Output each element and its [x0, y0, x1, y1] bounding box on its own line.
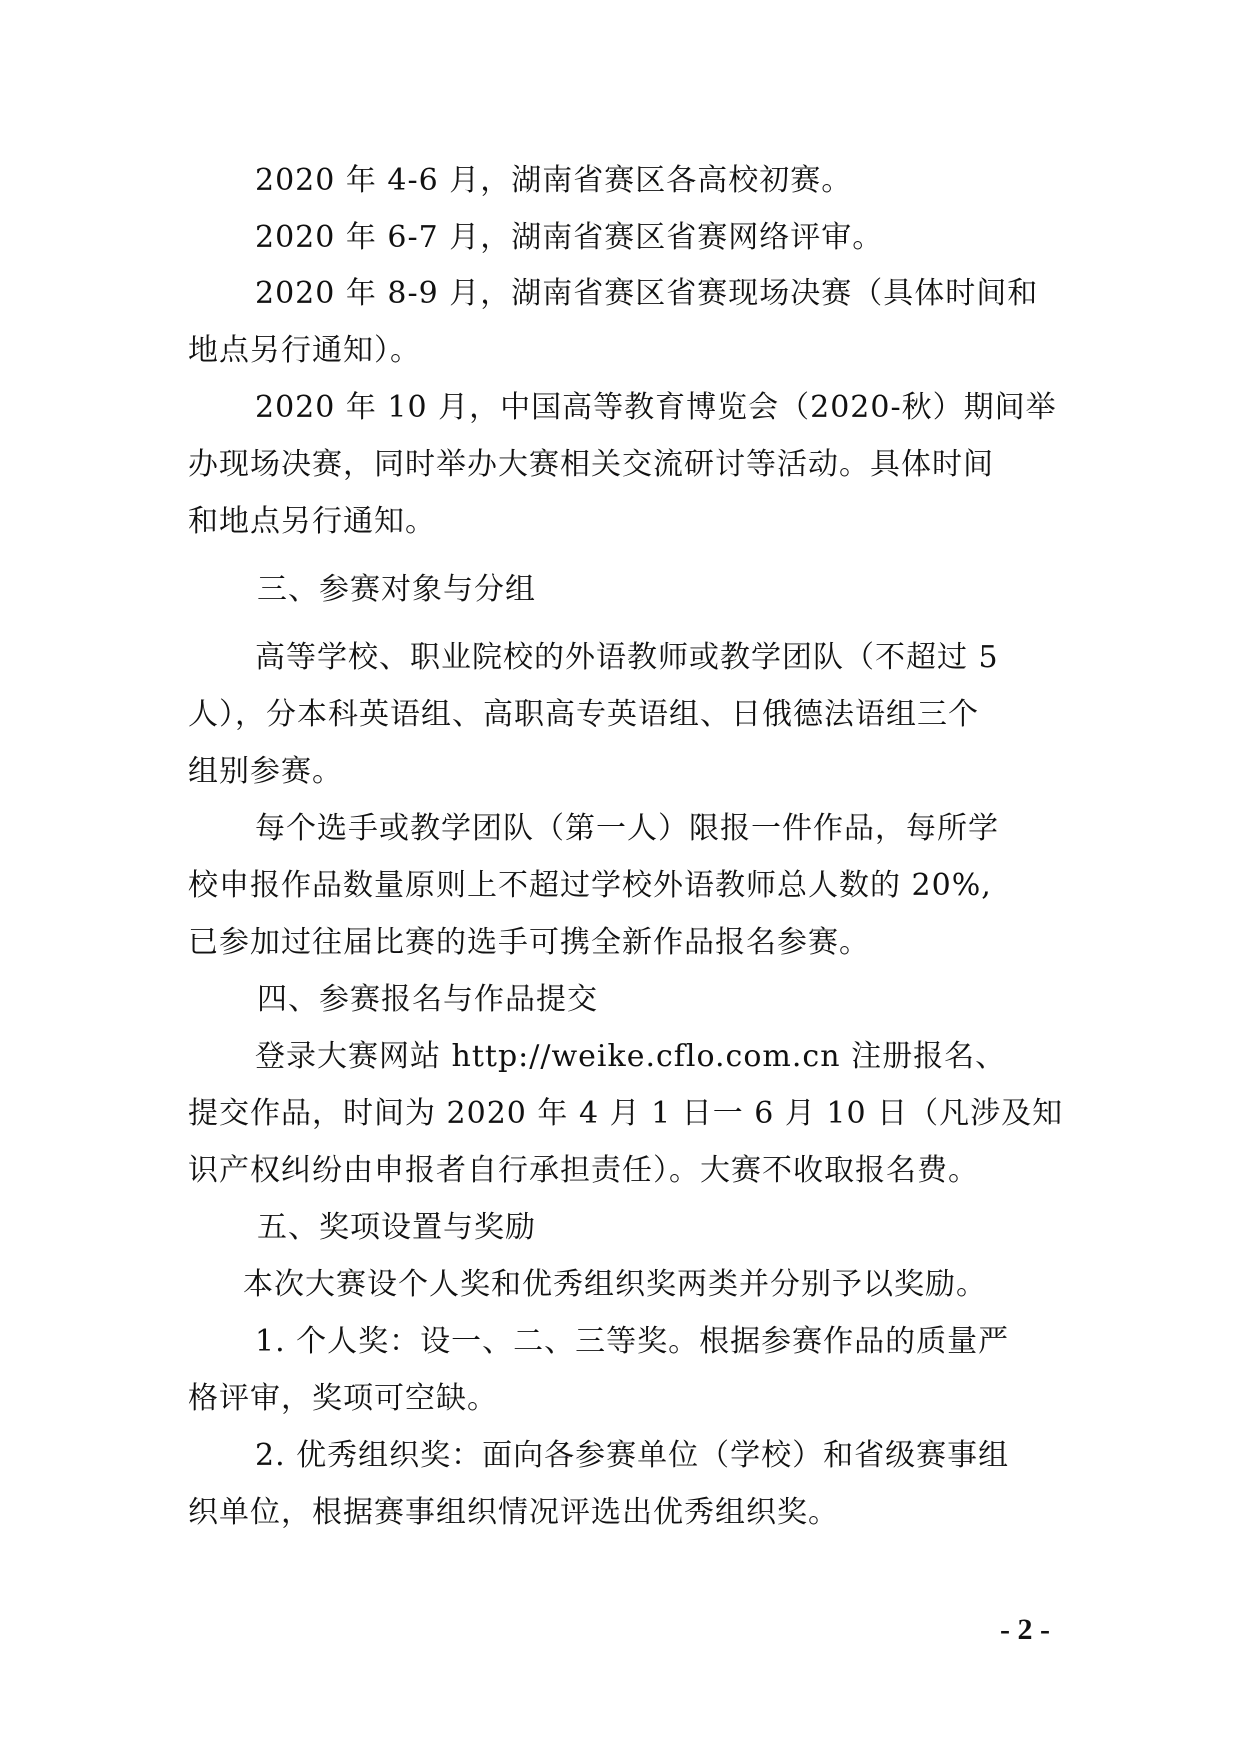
individual-award-line-2: 格评审，奖项可空缺。 — [188, 1381, 498, 1416]
registration-line-2: 提交作品，时间为 2020 年 4 月 1 日一 6 月 10 日（凡涉及知 — [188, 1096, 1064, 1131]
section-heading-4: 四、参赛报名与作品提交 — [257, 982, 598, 1017]
schedule-line-4-cont-1: 办现场决赛，同时举办大赛相关交流研讨等活动。具体时间 — [188, 447, 994, 482]
schedule-line-1: 2020 年 4-6 月，湖南省赛区各高校初赛。 — [255, 163, 853, 198]
organization-award-line-2: 织单位，根据赛事组织情况评选出优秀组织奖。 — [188, 1495, 839, 1530]
page-number: - 2 - — [1000, 1613, 1050, 1646]
schedule-line-3-cont: 地点另行通知）。 — [188, 333, 421, 368]
schedule-line-4: 2020 年 10 月，中国高等教育博览会（2020-秋）期间举 — [255, 390, 1057, 425]
entry-limit-line-2: 校申报作品数量原则上不超过学校外语教师总人数的 20%, — [188, 868, 992, 903]
individual-award-line-1: 1. 个人奖：设一、二、三等奖。根据参赛作品的质量严 — [255, 1324, 1010, 1359]
registration-line-1: 登录大赛网站 http://weike.cflo.com.cn 注册报名、 — [255, 1039, 1007, 1074]
registration-line-3: 识产权纠纷由申报者自行承担责任）。大赛不收取报名费。 — [188, 1153, 979, 1188]
participants-line-2: 人），分本科英语组、高职高专英语组、日俄德法语组三个 — [188, 697, 979, 732]
participants-line-1: 高等学校、职业院校的外语教师或教学团队（不超过 5 — [255, 640, 999, 675]
awards-intro-line: 本次大赛设个人奖和优秀组织奖两类并分别予以奖励。 — [243, 1267, 987, 1302]
section-heading-5: 五、奖项设置与奖励 — [257, 1210, 536, 1245]
organization-award-line-1: 2. 优秀组织奖：面向各参赛单位（学校）和省级赛事组 — [255, 1438, 1010, 1473]
schedule-line-3: 2020 年 8-9 月，湖南省赛区省赛现场决赛（具体时间和 — [255, 276, 1039, 311]
schedule-line-2: 2020 年 6-7 月，湖南省赛区省赛网络评审。 — [255, 220, 884, 255]
participants-line-3: 组别参赛。 — [188, 754, 343, 789]
entry-limit-line-3: 已参加过往届比赛的选手可携全新作品报名参赛。 — [188, 925, 870, 960]
entry-limit-line-1: 每个选手或教学团队（第一人）限报一件作品，每所学 — [255, 811, 999, 846]
section-heading-3: 三、参赛对象与分组 — [257, 572, 536, 607]
schedule-line-4-cont-2: 和地点另行通知。 — [188, 504, 436, 539]
